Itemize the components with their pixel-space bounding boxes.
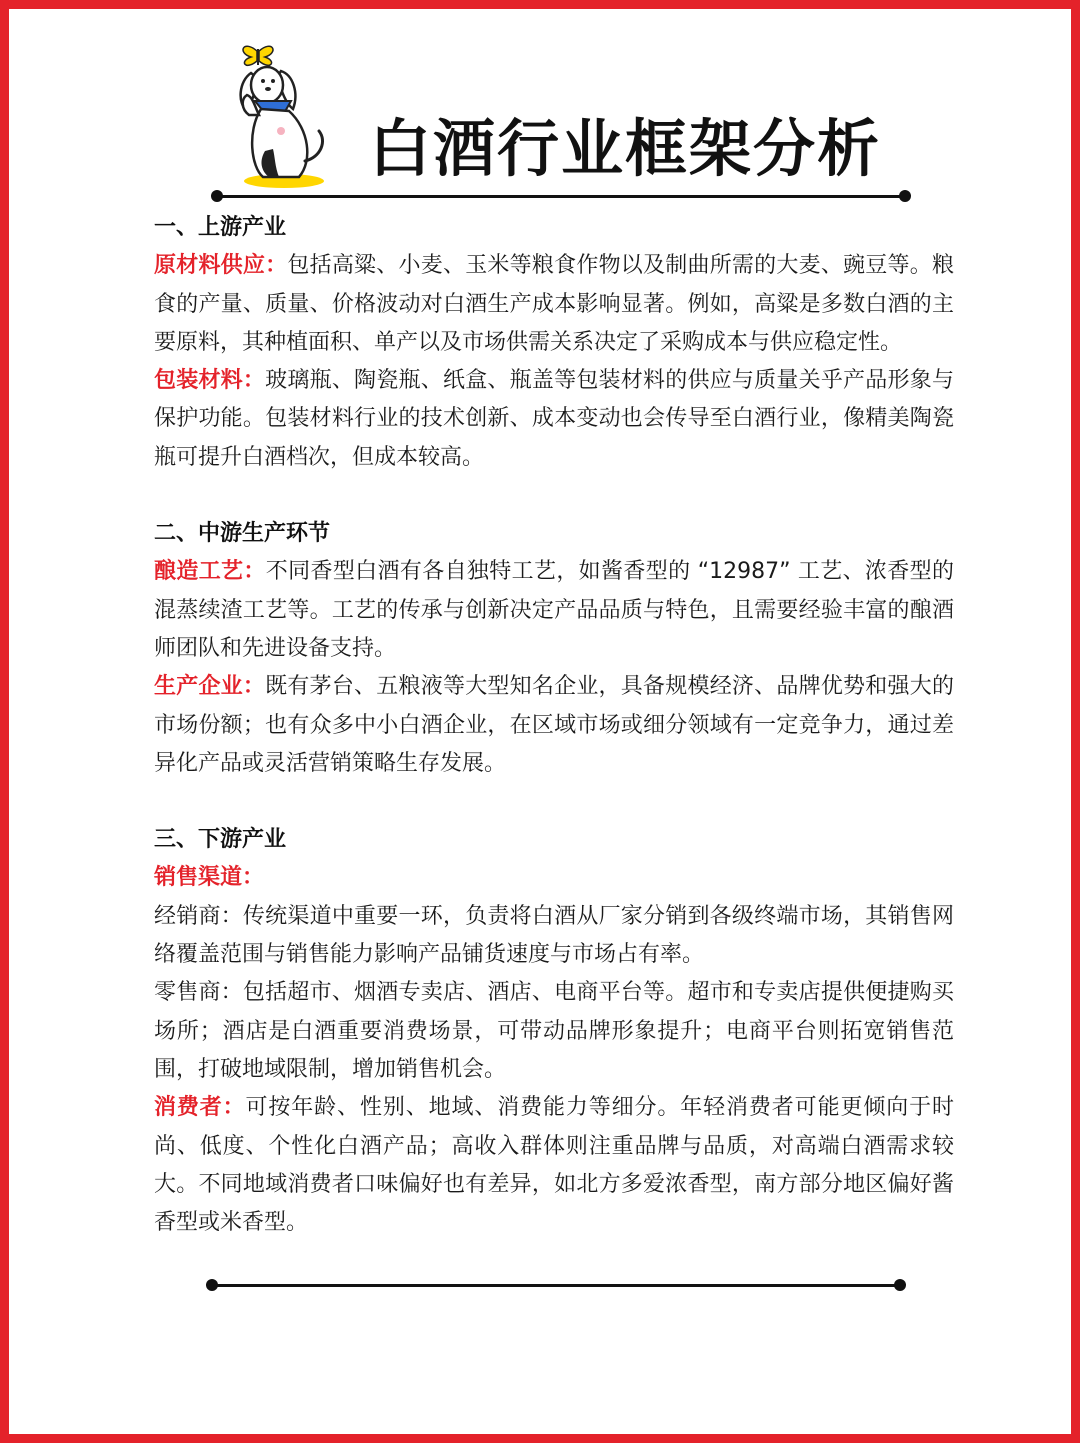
- article-body: [154, 209, 954, 1242]
- paragraph-label: 包装材料：: [154, 368, 266, 394]
- paragraph-sales-channels: [154, 859, 954, 897]
- paragraph-producers: [154, 668, 954, 783]
- paragraph-distributors: [154, 898, 954, 975]
- section-heading: 二、中游生产环节: [154, 521, 331, 547]
- section-heading: 一、上游产业: [154, 215, 287, 240]
- section-midstream: [154, 515, 954, 783]
- paragraph-text: 既有茅台、五粮液等大型知名企业，具备规模经济、品牌优势和强大的市场份额；也有众多中小白酒企业，在区域市场或细分领域有一定竞争力，通过差异化产品或灵活营销策略生存发展。: [154, 674, 954, 776]
- paragraph-consumers: [154, 1089, 954, 1242]
- bottom-divider: [212, 1284, 900, 1287]
- section-upstream: [154, 209, 954, 477]
- paragraph-text: 玻璃瓶、陶瓷瓶、纸盒、瓶盖等包装材料的供应与质量关乎产品形象与保护功能。包装材料行业的技术创新、成本变动也会传导至白酒行业，像精美陶瓷瓶可提升白酒档次，但成本较高。: [154, 368, 954, 470]
- paragraph-label: 酿造工艺：: [154, 559, 266, 585]
- paragraph-label: 原材料供应：: [154, 253, 288, 279]
- paragraph-label: 生产企业：: [154, 674, 266, 700]
- paragraph-text: 零售商：包括超市、烟酒专卖店、酒店、电商平台等。超市和专卖店提供便捷购买场所；酒店是白酒重要消费场景，可带动品牌形象提升；电商平台则拓宽销售范围，打破地域限制，增加销售机会。: [154, 980, 954, 1082]
- paragraph-text: 包括高粱、小麦、玉米等粮食作物以及制曲所需的大麦、豌豆等。粮食的产量、质量、价格波动对白酒生产成本影响显著。例如，高粱是多数白酒的主要原料，其种植面积、单产以及市场供需关系决定了采购成本与供应稳定性。: [154, 253, 954, 355]
- section-downstream: [154, 821, 954, 1242]
- paragraph-label: 消费者：: [154, 1095, 246, 1121]
- paragraph-retailers: [154, 974, 954, 1089]
- paragraph-label: 销售渠道：: [154, 865, 265, 891]
- paragraph-text: 经销商：传统渠道中重要一环，负责将白酒从厂家分销到各级终端市场，其销售网络覆盖范围与销售能力影响产品铺货速度与市场占有率。: [154, 903, 954, 968]
- top-divider: [217, 195, 905, 198]
- paragraph-text: 可按年龄、性别、地域、消费能力等细分。年轻消费者可能更倾向于时尚、低度、个性化白酒产品；高收入群体则注重品牌与品质，对高端白酒需求较大。不同地域消费者口味偏好也有差异，如北方多爱浓香型，南方部分地区偏好酱香型或米香型。: [154, 1095, 954, 1236]
- section-heading: 三、下游产业: [154, 827, 287, 853]
- paragraph-text: 不同香型白酒有各自独特工艺，如酱香型的 “12987” 工艺、浓香型的混蒸续渣工艺等。工艺的传承与创新决定产品品质与特色，且需要经验丰富的酿酒师团队和先进设备支持。: [154, 559, 954, 661]
- paragraph-raw-materials: [154, 247, 954, 362]
- page-title: 白酒行业框架分析: [369, 112, 882, 185]
- paragraph-brewing: [154, 553, 954, 668]
- header: [229, 31, 929, 191]
- paragraph-packaging: [154, 362, 954, 477]
- dog-with-butterfly-icon: [229, 31, 339, 191]
